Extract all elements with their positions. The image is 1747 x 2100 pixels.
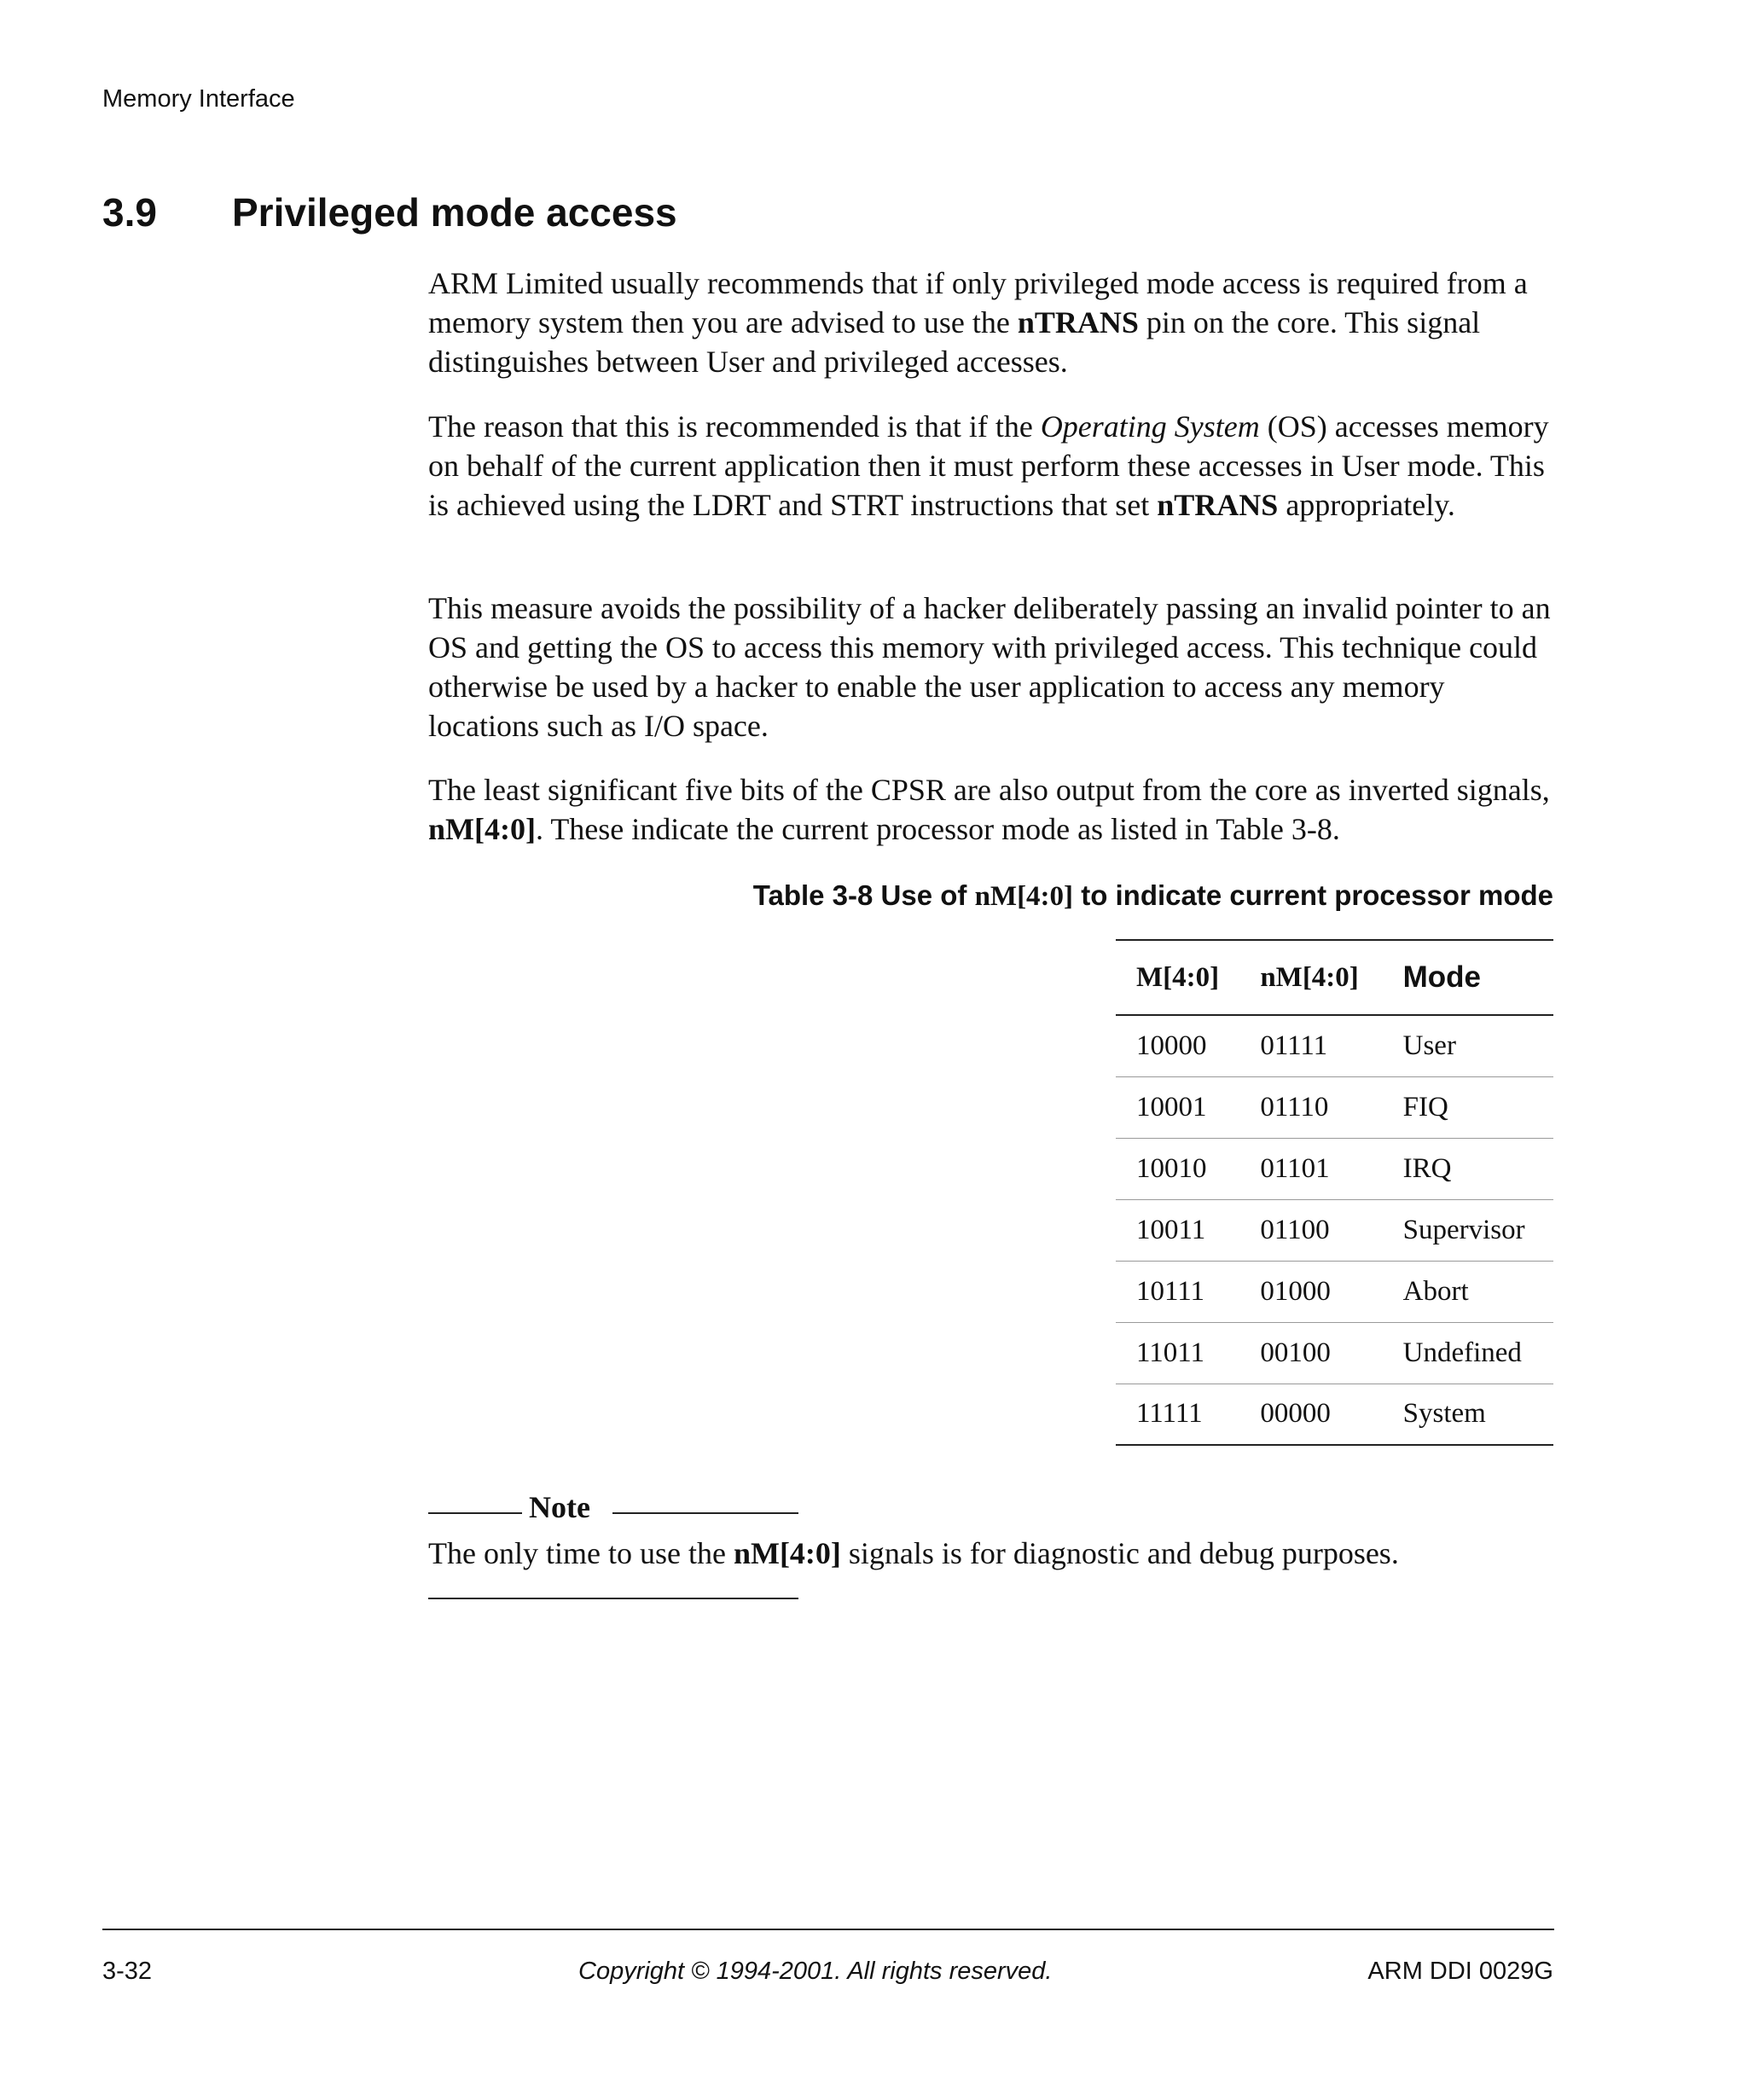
paragraph-1-text-a: ARM Limited usually recommends that if only privileged mode access is required from a memory system then you are advised to use the	[428, 266, 1528, 339]
note-rule-right	[612, 1512, 798, 1514]
table-caption-prefix: Table 3-8 Use of	[752, 879, 975, 911]
column-header-nm: nM[4:0]	[1260, 961, 1359, 993]
table-row	[1116, 1261, 1553, 1322]
paragraph-3: This measure avoids the possibility of a hacker deliberately passing an invalid pointer to an OS and getting the OS to access this memory with privileged access. This technique could otherwise be used by a hacker to enable the user application to access any memory locations such as I/O space.	[428, 591, 1551, 743]
table-cell: Abort	[1402, 1275, 1469, 1307]
copyright-notice: Copyright © 1994-2001. All rights reserved.	[578, 1958, 1053, 1985]
signal-ntrans: nTRANS	[1157, 488, 1279, 522]
table-caption-suffix: to indicate current processor mode	[1073, 879, 1553, 911]
paragraph-4-text-a: The least significant five bits of the CPSR are also output from the core as inverted signals,	[428, 773, 1550, 807]
document-id: ARM DDI 0029G	[1367, 1958, 1553, 1985]
paragraph-2	[428, 407, 1554, 525]
table-cell: Supervisor	[1402, 1214, 1525, 1245]
table-cell: 10001	[1136, 1091, 1207, 1123]
table-cell: 00000	[1260, 1398, 1331, 1430]
table-cell: User	[1402, 1030, 1456, 1061]
running-header: Memory Interface	[102, 85, 295, 113]
section-number: 3.9	[102, 190, 157, 235]
note-text-c: signals is for diagnostic and debug purposes.	[840, 1536, 1399, 1570]
table-caption	[753, 879, 1553, 913]
table-row	[1116, 1384, 1553, 1445]
term-operating-system: Operating System	[1040, 409, 1260, 444]
table-cell: System	[1402, 1398, 1486, 1430]
paragraph-4	[428, 770, 1554, 849]
note-text	[428, 1535, 1399, 1571]
table-cell: 10111	[1136, 1275, 1205, 1307]
table-cell: 01101	[1260, 1152, 1330, 1184]
signal-nm: nM[4:0]	[428, 812, 536, 846]
paragraph-2-text-b: (OS) accesses memory on behalf of the current application then it must perform these accesses in User mode. This is achieved using the LDRT and STRT instructions that set	[428, 409, 1549, 522]
table-row	[1116, 1138, 1553, 1199]
table-cell: 00100	[1260, 1337, 1331, 1368]
table-cell: 11111	[1136, 1398, 1203, 1430]
table-cell: Undefined	[1402, 1337, 1522, 1368]
note-text-a: The only time to use the	[428, 1536, 734, 1570]
section-heading	[102, 189, 677, 235]
column-header-mode: Mode	[1402, 960, 1482, 994]
table-header-row	[1116, 940, 1553, 1015]
note-rule-left	[428, 1512, 522, 1514]
table-cell: 01000	[1260, 1275, 1331, 1307]
paragraph-1	[428, 264, 1554, 381]
table-cell: 01100	[1260, 1214, 1330, 1245]
table-cell: 11011	[1136, 1337, 1205, 1368]
table-cell: 10011	[1136, 1214, 1206, 1245]
processor-mode-table	[1116, 939, 1553, 1446]
table-cell: 01111	[1260, 1030, 1328, 1061]
table-row	[1116, 1076, 1553, 1138]
column-header-m: M[4:0]	[1136, 961, 1220, 993]
table-row	[1116, 1199, 1553, 1261]
table-cell: FIQ	[1402, 1091, 1448, 1123]
table-cell: 10000	[1136, 1030, 1207, 1061]
table-cell: 10010	[1136, 1152, 1207, 1184]
paragraph-2-text-a: The reason that this is recommended is that if the	[428, 409, 1041, 444]
page-number: 3-32	[102, 1958, 153, 1985]
signal-ntrans: nTRANS	[1017, 305, 1139, 339]
table-cell: IRQ	[1402, 1152, 1452, 1184]
note-rule-bottom	[428, 1598, 798, 1599]
section-title: Privileged mode access	[232, 190, 677, 235]
table-caption-code: nM[4:0]	[974, 881, 1074, 912]
table-cell: 01110	[1260, 1091, 1329, 1123]
table-row	[1116, 1015, 1553, 1076]
signal-nm: nM[4:0]	[733, 1536, 841, 1570]
note-label: Note	[529, 1490, 590, 1524]
footer-rule	[102, 1929, 1554, 1930]
table-row	[1116, 1322, 1553, 1384]
paragraph-1-text-c: pin on the core. This signal distinguishes between User and privileged accesses.	[428, 305, 1481, 379]
paragraph-2-text-c: appropriately.	[1278, 488, 1455, 522]
paragraph-4-text-c: . These indicate the current processor mode as listed in Table 3-8.	[535, 812, 1340, 846]
